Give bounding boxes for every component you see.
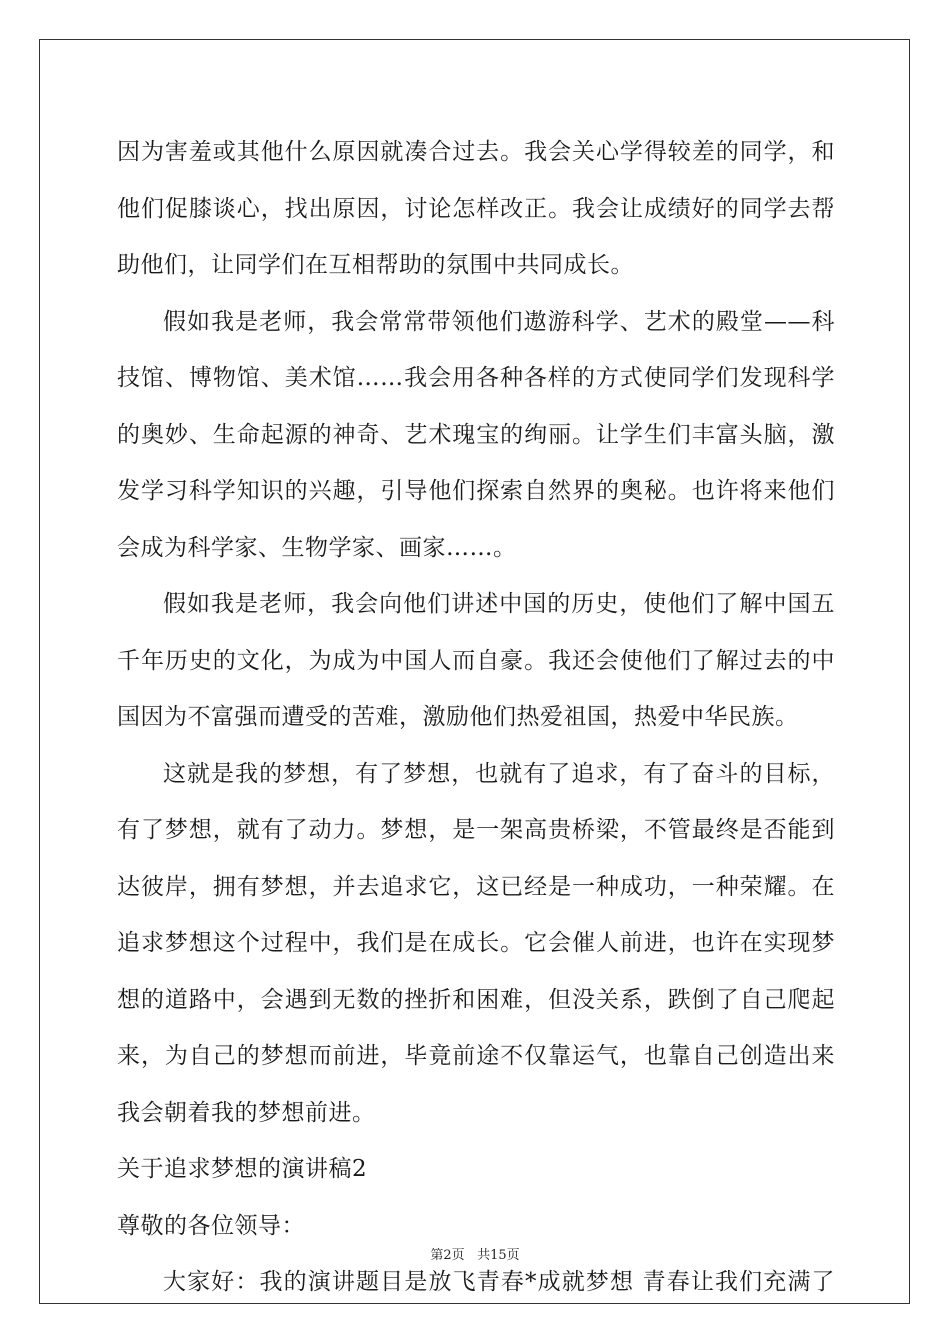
paragraph xyxy=(117,746,835,1142)
text-line: 我会朝着我的梦想前进。 xyxy=(117,1099,376,1126)
text-line: 想的道路中，会遇到无数的挫折和困难，但没关系，跌倒了自己爬起 xyxy=(117,986,835,1013)
text-line: 追求梦想这个过程中，我们是在成长。它会催人前进，也许在实现梦 xyxy=(117,930,835,956)
text-line: 达彼岸，拥有梦想，并去追求它，这已经是一种成功，一种荣耀。在 xyxy=(117,873,835,900)
text-line: 的奥妙、生命起源的神奇、艺术瑰宝的绚丽。让学生们丰富头脑，激 xyxy=(117,421,835,448)
text-line: 来，为自己的梦想而前进，毕竟前途不仅靠运气，也靠自己创造出来 xyxy=(117,1043,835,1069)
text-line: 有了梦想，就有了动力。梦想，是一架高贵桥梁，不管最终是否能到 xyxy=(117,817,835,843)
page-number: 第2页 xyxy=(430,1248,465,1263)
text-line: 国因为不富强而遭受的苦难，激励他们热爱祖国，热爱中华民族。 xyxy=(117,704,799,730)
text-line: 千年历史的文化，为成为中国人而自豪。我还会使他们了解过去的中 xyxy=(117,647,835,674)
text-line: 大家好：我的演讲题目是放飞青春*成就梦想 青春让我们充满了 xyxy=(163,1269,835,1295)
page-total: 共15页 xyxy=(477,1248,520,1263)
text-line: 因为害羞或其他什么原因就凑合过去。我会关心学得较差的同学，和 xyxy=(117,139,835,165)
text-line: 这就是我的梦想，有了梦想，也就有了追求，有了奋斗的目标， xyxy=(163,760,835,787)
text-line: 假如我是老师，我会常常带领他们遨游科学、艺术的殿堂——科 xyxy=(163,308,835,335)
paragraph xyxy=(117,124,835,294)
page-footer xyxy=(0,1244,950,1263)
text-line: 他们促膝谈心，找出原因，讨论怎样改正。我会让成绩好的同学去帮 xyxy=(117,195,835,222)
text-line: 假如我是老师，我会向他们讲述中国的历史，使他们了解中国五 xyxy=(163,591,835,617)
text-line: 发学习科学知识的兴趣，引导他们探索自然界的奥秘。也许将来他们 xyxy=(117,478,835,504)
text-line: 关于追求梦想的演讲稿2 xyxy=(117,1156,368,1182)
paragraph xyxy=(117,294,835,577)
text-line: 技馆、博物馆、美术馆……我会用各种各样的方式使同学们发现科学 xyxy=(117,365,835,391)
text-line: 会成为科学家、生物学家、画家……。 xyxy=(117,534,517,561)
document-body xyxy=(117,124,835,1311)
paragraph xyxy=(117,1141,835,1198)
paragraph xyxy=(117,576,835,746)
text-line: 尊敬的各位领导： xyxy=(117,1212,305,1239)
text-line: 助他们，让同学们在互相帮助的氛围中共同成长。 xyxy=(117,252,634,278)
